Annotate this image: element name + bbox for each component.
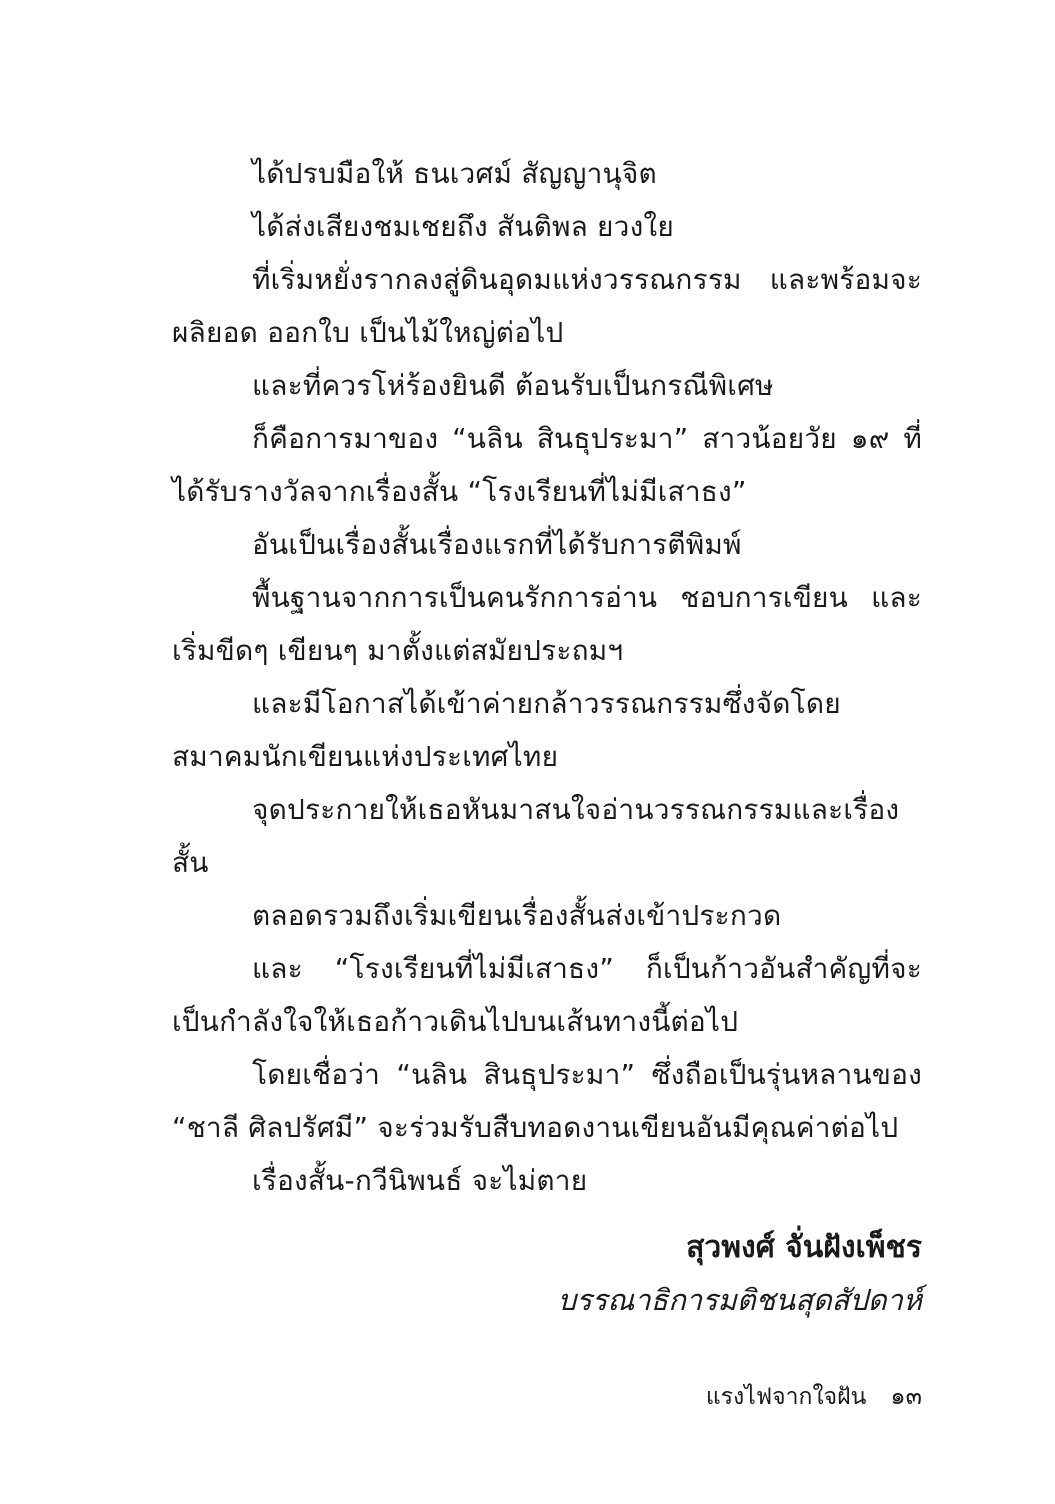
paragraph: อันเป็นเรื่องสั้นเรื่องแรกที่ได้รับการตีพิมพ์ [252,528,742,561]
paragraph: และที่ควรโห่ร้องยินดี ต้อนรับเป็นกรณีพิเศษ [252,369,774,402]
paragraph: ก็คือการมาของ “นลิน สินธุประมา” สาวน้อยวัย ๑๙ ที่ได้รับรางวัลจากเรื่องสั้น “โรงเรียนที่ไม่มีเสาธง” [172,422,922,508]
paragraph: โดยเชื่อว่า “นลิน สินธุประมา” ซึ่งถือเป็นรุ่นหลานของ “ชาลี ศิลปรัศมี” จะร่วมรับสืบทอดงานเขียนอันมีคุณค่าต่อไป [172,1058,922,1144]
paragraph: จุดประกายให้เธอหันมาสนใจอ่านวรรณกรรมและเรื่องสั้น [172,793,900,879]
page-number: ๑๓ [890,1382,922,1410]
page-footer [706,1376,922,1417]
paragraph: ได้ปรบมือให้ ธนเวศม์ สัญญานุจิต [252,157,657,190]
signature-block [558,1222,922,1326]
paragraph: และมีโอกาสได้เข้าค่ายกล้าวรรณกรรมซึ่งจัดโดยสมาคมนักเขียนแห่งประเทศไทย [172,687,841,773]
author-position: บรรณาธิการมติชนสุดสัปดาห์ [557,1283,922,1317]
paragraph: และ “โรงเรียนที่ไม่มีเสาธง” ก็เป็นก้าวอันสำคัญที่จะเป็นกำลังใจให้เธอก้าวเดินไปบนเส้นทางนี้ต่อไป [172,952,922,1038]
paragraph: ที่เริ่มหยั่งรากลงสู่ดินอุดมแห่งวรรณกรรม และพร้อมจะผลิยอด ออกใบ เป็นไม้ใหญ่ต่อไป [172,263,922,349]
book-title: แรงไฟจากใจฝัน [705,1384,867,1410]
paragraph: เรื่องสั้น-กวีนิพนธ์ จะไม่ตาย [252,1164,588,1197]
body-text [172,147,922,1207]
paragraph: ตลอดรวมถึงเริ่มเขียนเรื่องสั้นส่งเข้าประกวด [252,899,782,932]
paragraph: พื้นฐานจากการเป็นคนรักการอ่าน ชอบการเขียน และเริ่มขีดๆ เขียนๆ มาตั้งแต่สมัยประถมฯ [172,581,922,667]
author-name: สุวพงศ์ จั่นฝังเพ็ชร [686,1230,922,1265]
paragraph: ได้ส่งเสียงชมเชยถึง สันติพล ยวงใย [252,210,674,243]
